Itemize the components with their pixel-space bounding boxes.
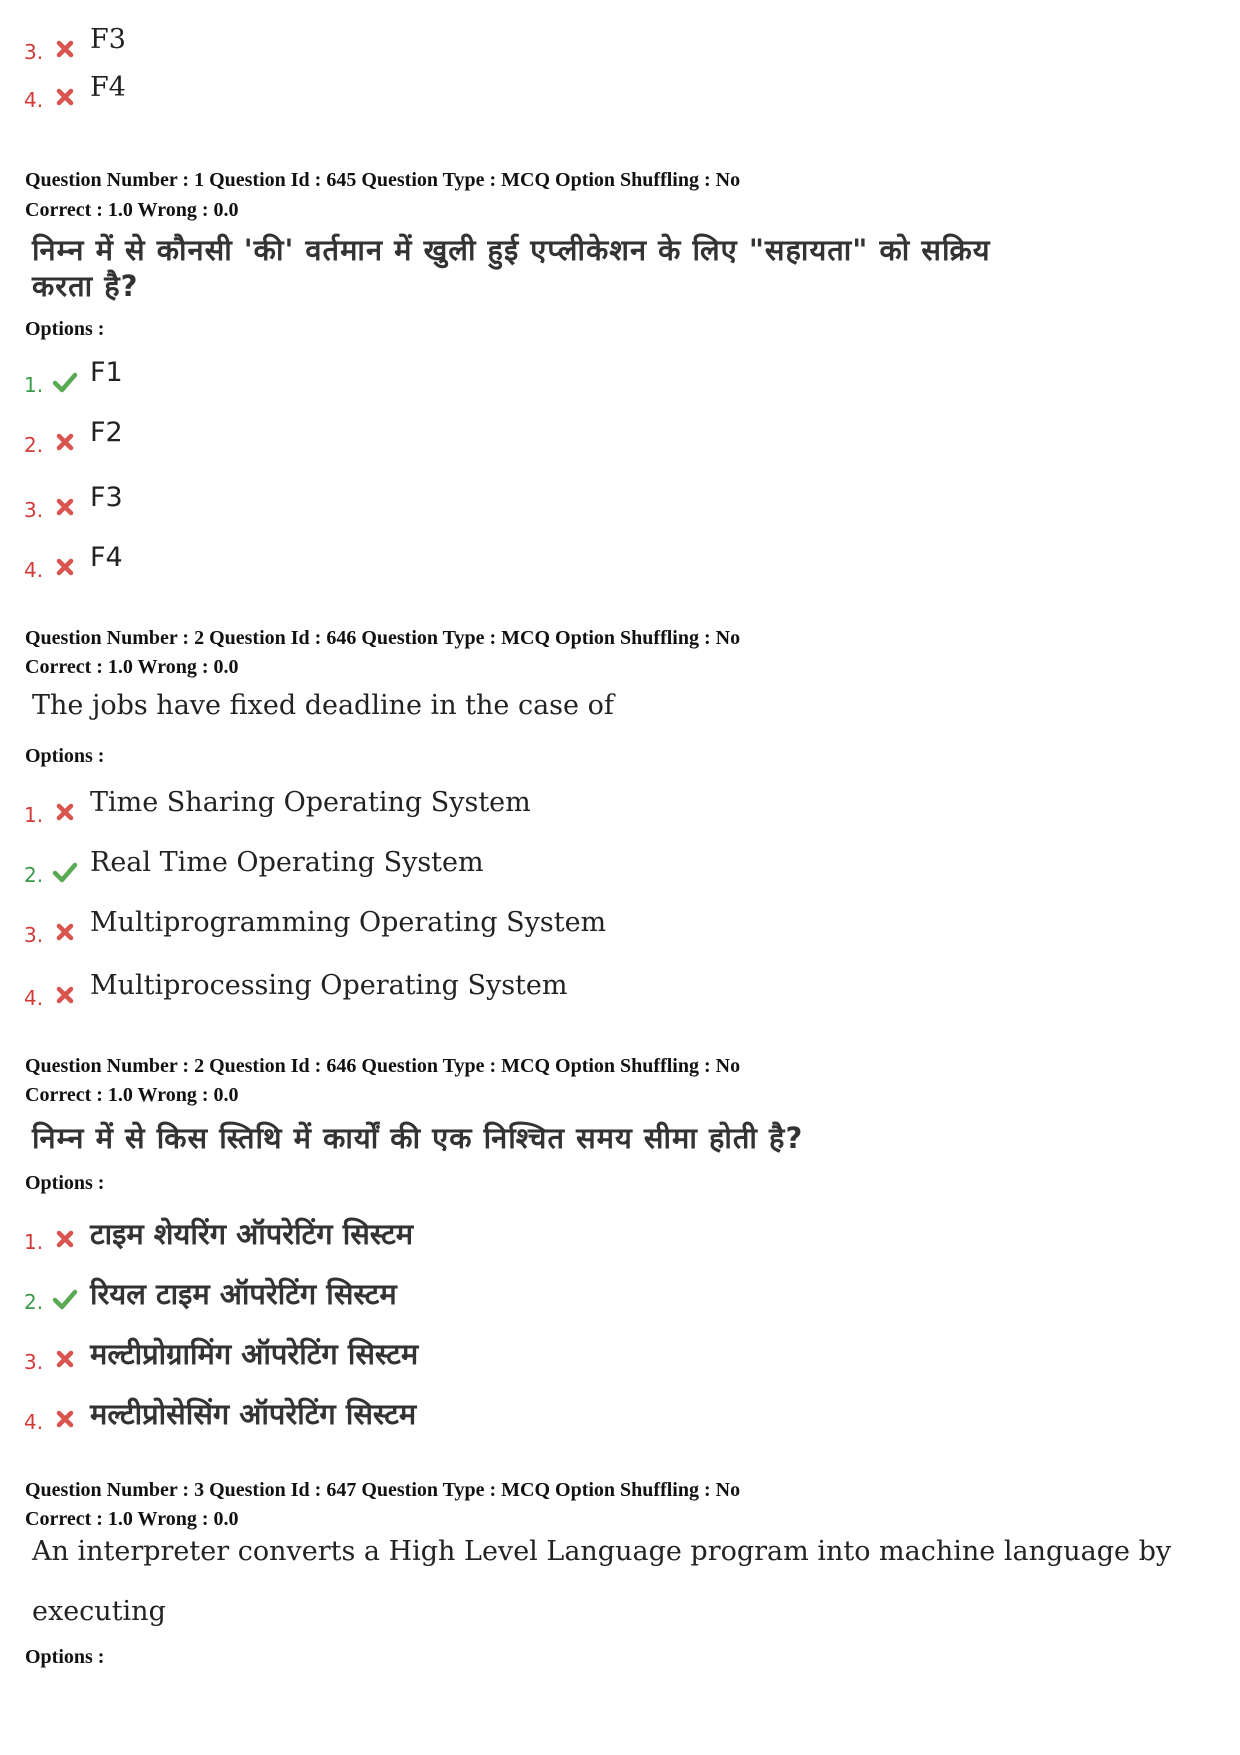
option-text: F4 — [90, 72, 126, 103]
option-number: 1. — [24, 1230, 44, 1254]
option-row — [0, 540, 1200, 590]
option-number: 4. — [24, 88, 44, 112]
option-text: F2 — [90, 417, 123, 448]
option-text: Multiprocessing Operating System — [90, 970, 568, 1001]
option-text: F4 — [90, 542, 123, 573]
option-row — [0, 845, 1200, 895]
option-text: Multiprogramming Operating System — [90, 907, 607, 938]
question-text: निम्न में से कौनसी 'की' वर्तमान में खुली हुई एप्लीकेशन के लिए "सहायता" को सक्रिय करता है? — [32, 233, 991, 303]
options-label: Options : — [25, 1646, 105, 1668]
check-icon — [52, 1286, 78, 1312]
option-row — [0, 905, 1200, 955]
option-text: मल्टीप्रोग्रामिंग ऑपरेटिंग सिस्टम — [90, 1337, 419, 1371]
cross-icon — [52, 799, 78, 825]
question-marks: Correct : 1.0 Wrong : 0.0 — [25, 1508, 239, 1530]
option-text: टाइम शेयरिंग ऑपरेटिंग सिस्टम — [90, 1217, 414, 1251]
option-number: 3. — [24, 40, 44, 64]
option-number: 2. — [24, 433, 44, 457]
question-marks: Correct : 1.0 Wrong : 0.0 — [25, 1084, 239, 1106]
question-text-line-1: An interpreter converts a High Level Language program into machine language by — [32, 1536, 1172, 1567]
option-number: 4. — [24, 986, 44, 1010]
cross-icon — [52, 494, 78, 520]
option-number: 2. — [24, 863, 44, 887]
option-text: F3 — [90, 24, 126, 55]
options-label: Options : — [25, 1172, 105, 1194]
option-text: Time Sharing Operating System — [90, 787, 531, 818]
question-text-line-2: executing — [32, 1596, 166, 1627]
option-text: मल्टीप्रोसेसिंग ऑपरेटिंग सिस्टम — [90, 1397, 417, 1431]
option-number: 1. — [24, 803, 44, 827]
question-meta: Question Number : 2 Question Id : 646 Question Type : MCQ Option Shuffling : No — [25, 1055, 741, 1077]
option-row — [0, 968, 1200, 1018]
cross-icon — [52, 554, 78, 580]
question-text: निम्न में से किस स्तिथि में कार्यों की एक निश्चित समय सीमा होती है? — [32, 1121, 804, 1155]
option-number: 3. — [24, 1350, 44, 1374]
option-text: F1 — [90, 357, 123, 388]
option-number: 4. — [24, 1410, 44, 1434]
options-label: Options : — [25, 745, 105, 767]
option-row — [0, 480, 1200, 530]
option-text: Real Time Operating System — [90, 847, 484, 878]
option-row — [0, 355, 1200, 405]
question-meta: Question Number : 3 Question Id : 647 Question Type : MCQ Option Shuffling : No — [25, 1479, 741, 1501]
option-number: 2. — [24, 1290, 44, 1314]
check-icon — [52, 859, 78, 885]
cross-icon — [52, 982, 78, 1008]
option-row — [0, 1272, 1200, 1322]
options-label: Options : — [25, 318, 105, 340]
option-row — [0, 70, 1200, 120]
question-meta: Question Number : 1 Question Id : 645 Question Type : MCQ Option Shuffling : No — [25, 169, 741, 191]
cross-icon — [52, 1226, 78, 1252]
option-row — [0, 1212, 1200, 1262]
question-text: The jobs have fixed deadline in the case of — [32, 690, 614, 721]
option-row — [0, 785, 1200, 835]
option-text: रियल टाइम ऑपरेटिंग सिस्टम — [90, 1277, 397, 1311]
option-number: 3. — [24, 923, 44, 947]
cross-icon — [52, 84, 78, 110]
question-marks: Correct : 1.0 Wrong : 0.0 — [25, 199, 239, 221]
option-row — [0, 415, 1200, 465]
cross-icon — [52, 1406, 78, 1432]
option-number: 4. — [24, 558, 44, 582]
option-row — [0, 1392, 1200, 1442]
option-row — [0, 1332, 1200, 1382]
cross-icon — [52, 429, 78, 455]
cross-icon — [52, 36, 78, 62]
question-meta: Question Number : 2 Question Id : 646 Question Type : MCQ Option Shuffling : No — [25, 627, 741, 649]
cross-icon — [52, 1346, 78, 1372]
check-icon — [52, 369, 78, 395]
option-text: F3 — [90, 482, 123, 513]
option-number: 1. — [24, 373, 44, 397]
cross-icon — [52, 919, 78, 945]
option-number: 3. — [24, 498, 44, 522]
option-row — [0, 22, 1200, 72]
question-marks: Correct : 1.0 Wrong : 0.0 — [25, 656, 239, 678]
